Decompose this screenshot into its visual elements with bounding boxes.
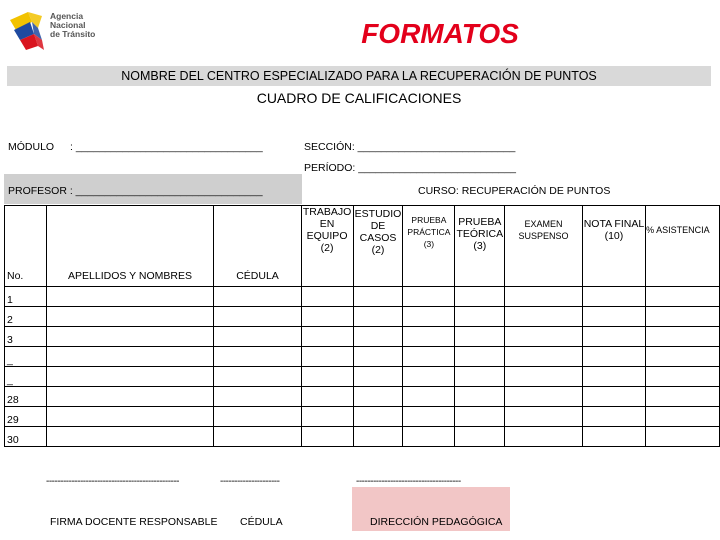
profesor-field[interactable]: PROFESOR : ________________________________ [8,185,263,197]
table-row [5,347,720,367]
table-row [5,367,720,387]
modulo-field[interactable]: : ________________________________ [70,141,263,153]
header-examen: EXAMEN SUSPENSO [505,206,582,287]
table-row [5,427,720,447]
subtitle: CUADRO DE CALIFICACIONES [256,90,462,106]
firma-line: ----------------------------------------------- [46,476,180,487]
header-trabajo: TRABAJO EN EQUIPO (2) [301,206,353,287]
row-number: 1 [5,287,47,307]
table-row [5,327,720,347]
firma-label: FIRMA DOCENTE RESPONSABLE [50,516,218,528]
row-number: _ [5,367,47,387]
periodo-field[interactable]: PERÍODO: ___________________________ [304,162,516,174]
row-number: _ [5,347,47,367]
header-nota: NOTA FINAL (10) [582,206,645,287]
row-number: 3 [5,327,47,347]
grades-table [4,205,720,447]
header-estudio: ESTUDIO DE CASOS (2) [353,206,403,287]
header-cedula: CÉDULA [214,206,301,287]
table-header-row [5,206,720,287]
cedula-line: --------------------- [220,476,280,487]
table-row [5,307,720,327]
direccion-label: DIRECCIÓN PEDAGÓGICA [370,516,503,528]
row-number: 29 [5,407,47,427]
direccion-line: ------------------------------------- [356,476,461,487]
header-teorica: PRUEBA TEÓRICA (3) [455,206,505,287]
header-no: No. [5,206,47,287]
row-number: 28 [5,387,47,407]
header-apellidos: APELLIDOS Y NOMBRES [46,206,214,287]
curso-label: CURSO: RECUPERACIÓN DE PUNTOS [418,185,611,197]
header-practica: PRUEBA PRÁCTICA (3) [403,206,455,287]
center-name: NOMBRE DEL CENTRO ESPECIALIZADO PARA LA RECUPERACIÓN DE PUNTOS [121,69,597,83]
table-row [5,407,720,427]
row-number: 2 [5,307,47,327]
seccion-field[interactable]: SECCIÓN: ___________________________ [304,141,516,153]
table-row [5,287,720,307]
cedula-label: CÉDULA [240,516,283,528]
logo-text: Agencia Nacional de Tránsito [50,11,96,39]
modulo-label: MÓDULO [8,141,55,153]
header-asistencia: % ASISTENCIA [646,206,720,287]
table-row [5,387,720,407]
page-title: FORMATOS [361,18,519,49]
row-number: 30 [5,427,47,447]
